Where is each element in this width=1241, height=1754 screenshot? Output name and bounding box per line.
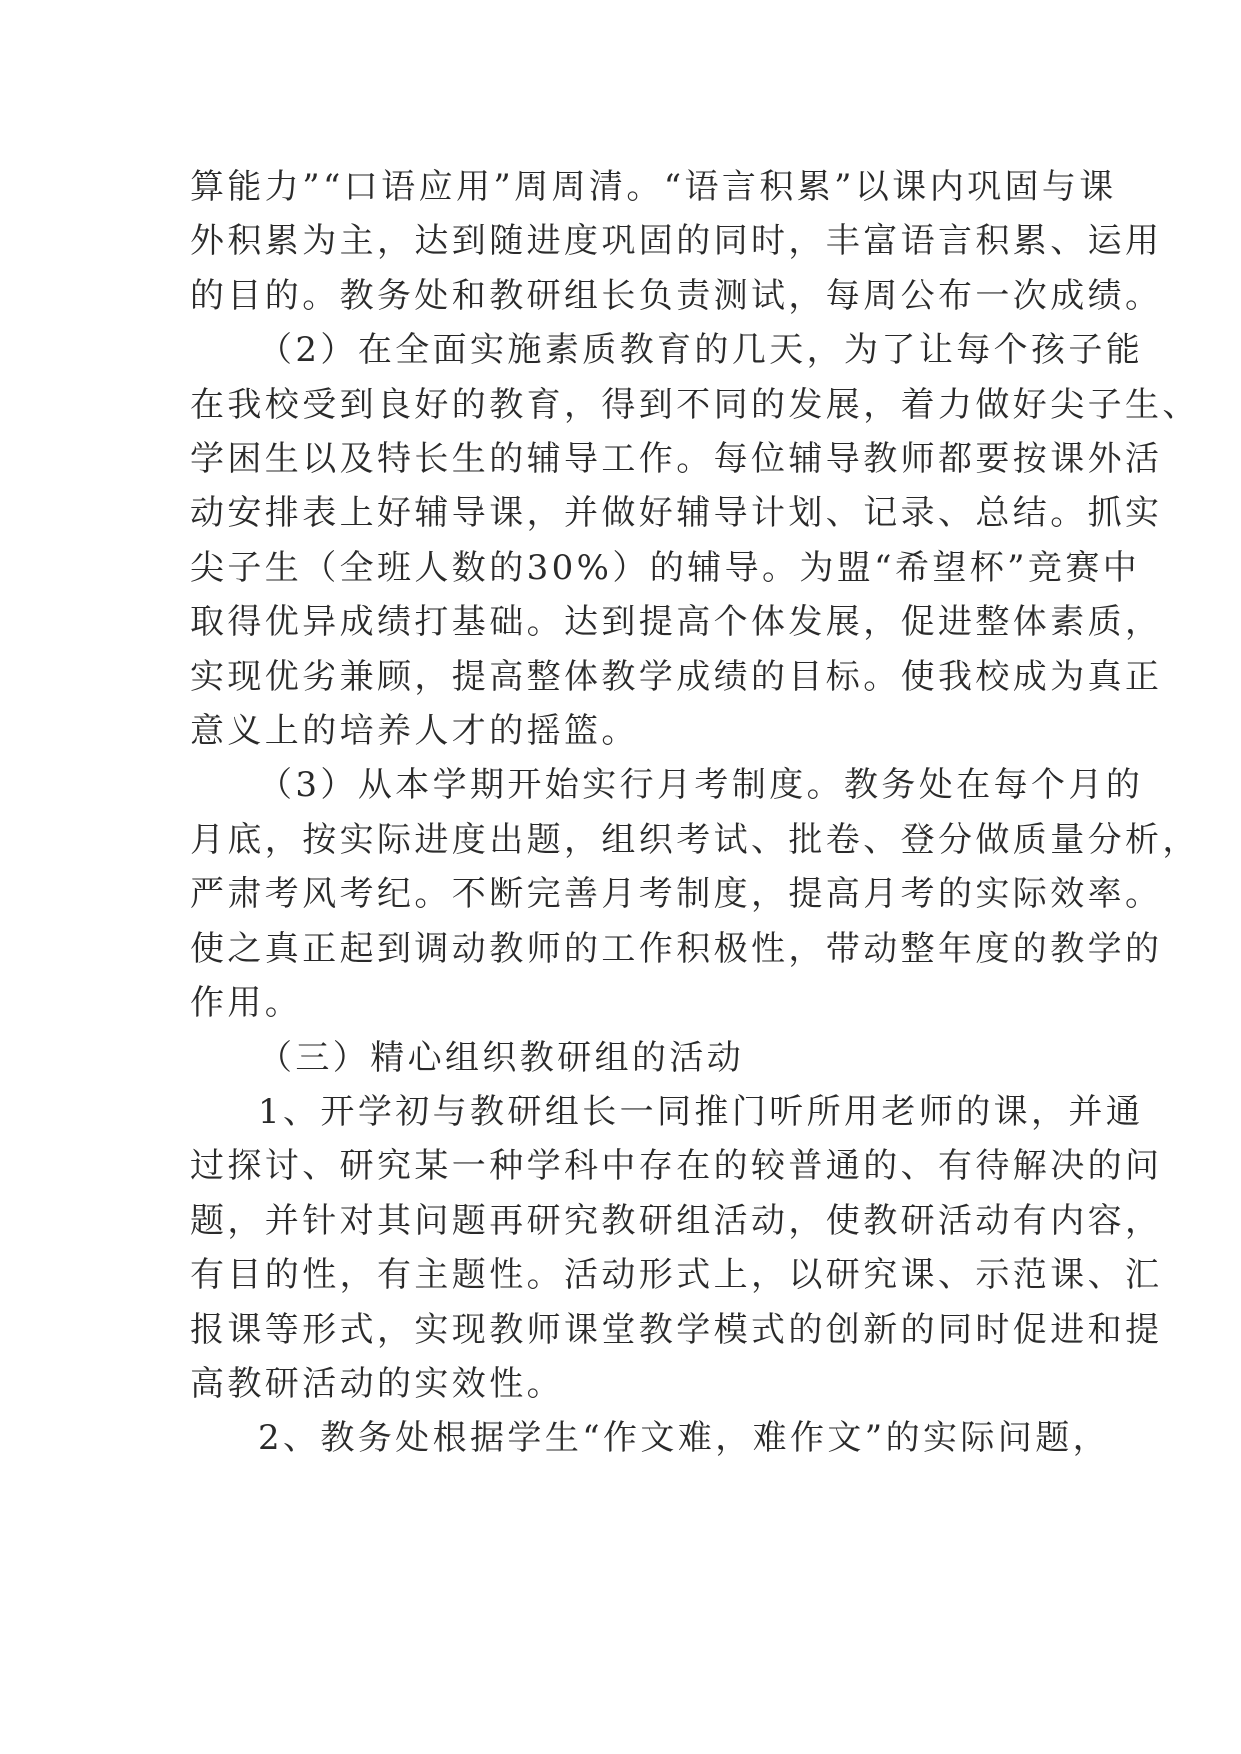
text-line: 意义上的培养人才的摇篮。 xyxy=(190,711,639,752)
section-heading-text: （三）精心组织教研组的活动 xyxy=(258,1037,745,1078)
text-line: 严肃考风考纪。不断完善月考制度，提高月考的实际效率。 xyxy=(190,874,1163,915)
text-line: 作用。 xyxy=(190,983,303,1024)
text-line: 2、教务处根据学生“作文难，难作文”的实际问题， xyxy=(258,1418,1110,1459)
paragraph-item-2 xyxy=(190,1411,1110,1465)
text-line: 报课等形式，实现教师课堂教学模式的创新的同时促进和提 xyxy=(190,1309,1163,1350)
text-line: 外积累为主，达到随进度巩固的同时，丰富语言积累、运用 xyxy=(190,221,1163,262)
text-line: 的目的。教务处和教研组长负责测试，每周公布一次成绩。 xyxy=(190,275,1163,316)
text-line: 取得优异成绩打基础。达到提高个体发展，促进整体素质， xyxy=(190,602,1163,643)
text-line: 实现优劣兼顾，提高整体教学成绩的目标。使我校成为真正 xyxy=(190,656,1163,697)
text-line: 尖子生（全班人数的30%）的辅导。为盟“希望杯”竞赛中 xyxy=(190,547,1141,588)
text-line: 1、开学初与教研组长一同推门听所用老师的课，并通 xyxy=(258,1091,1144,1132)
text-line: 过探讨、研究某一种学科中存在的较普通的、有待解决的问 xyxy=(190,1146,1163,1187)
section-heading-3 xyxy=(190,1031,1090,1085)
text-line: 学困生以及特长生的辅导工作。每位辅导教师都要按课外活 xyxy=(190,439,1163,480)
paragraph-continued xyxy=(190,160,1163,323)
text-line: 月底，按实际进度出题，组织考试、批卷、登分做质量分析， xyxy=(190,819,1200,860)
text-line: 高教研活动的实效性。 xyxy=(190,1363,564,1404)
text-line: 算能力”“口语应用”周周清。“语言积累”以课内巩固与课 xyxy=(190,167,1117,207)
text-line: （3）从本学期开始实行月考制度。教务处在每个月的 xyxy=(258,765,1144,806)
text-line: 题，并针对其问题再研究教研组活动，使教研活动有内容， xyxy=(190,1200,1163,1241)
document-body xyxy=(190,160,1200,1466)
text-line: 使之真正起到调动教师的工作积极性，带动整年度的教学的 xyxy=(190,928,1163,969)
paragraph-2 xyxy=(190,323,1200,758)
paragraph-item-1 xyxy=(190,1085,1163,1411)
text-line: 动安排表上好辅导课，并做好辅导计划、记录、总结。抓实 xyxy=(190,493,1163,534)
text-line: 在我校受到良好的教育，得到不同的发展，着力做好尖子生、 xyxy=(190,384,1200,425)
text-line: （2）在全面实施素质教育的几天，为了让每个孩子能 xyxy=(258,330,1144,371)
paragraph-3 xyxy=(190,758,1200,1030)
text-line: 有目的性，有主题性。活动形式上，以研究课、示范课、汇 xyxy=(190,1255,1163,1296)
